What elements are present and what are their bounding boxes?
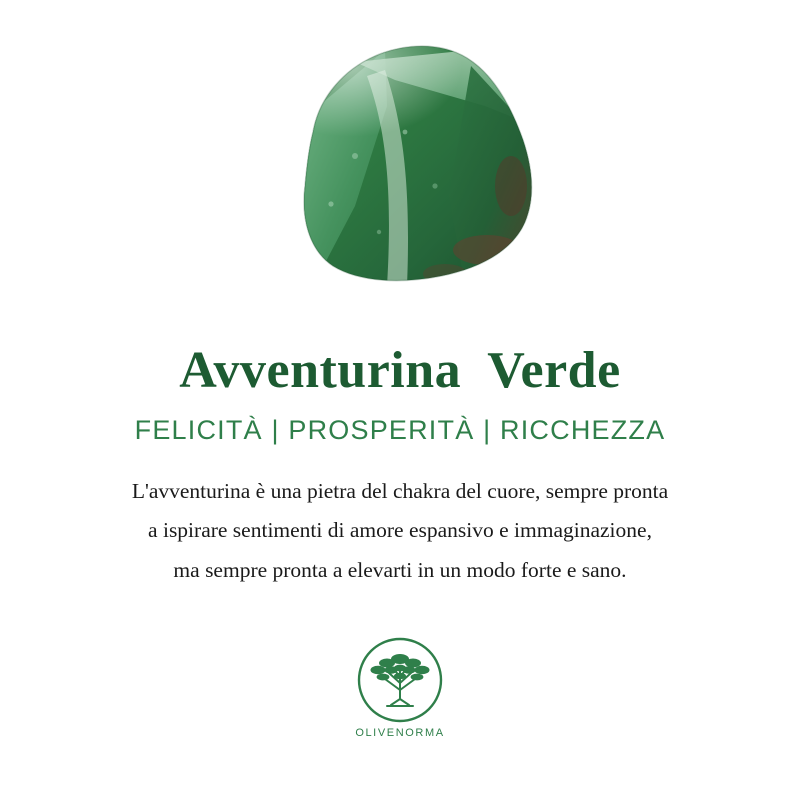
- product-description: [40, 472, 760, 591]
- stone-image-container: [0, 6, 800, 326]
- description-line: L'avventurina è una pietra del chakra del cuore, sempre pronta: [131, 478, 669, 503]
- product-title: Avventurina Verde: [179, 342, 621, 399]
- description-line: ma sempre pronta a elevarti in un modo forte e sano.: [173, 558, 627, 583]
- brand-name: OLIVENORMA: [355, 726, 445, 739]
- product-keywords: FELICITÀ | PROSPERITÀ | RICCHEZZA: [134, 414, 666, 445]
- description-line: a ispirare sentimenti di amore espansivo e immaginazione,: [148, 518, 652, 543]
- olive-tree-icon: [357, 637, 443, 723]
- green-aventurine-stone-icon: [235, 36, 565, 296]
- brand-logo: [355, 637, 444, 739]
